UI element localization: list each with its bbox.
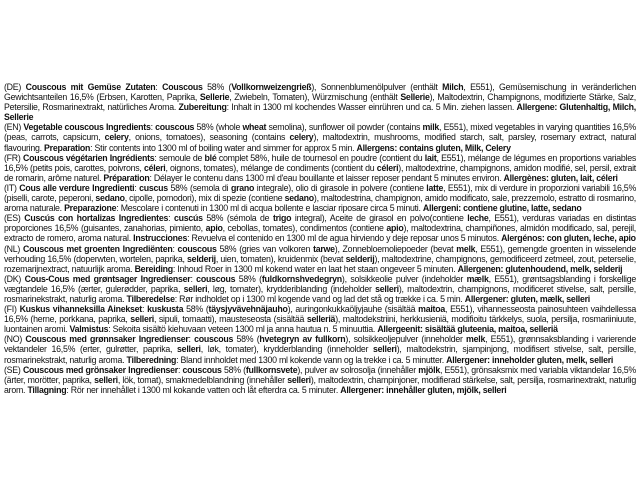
text-run: : [155,82,163,92]
bold-text: selderij [187,253,216,264]
bold-text: Tilberedning [126,354,177,365]
bold-text: selleri [130,314,154,325]
bold-text: fullkornsvete [245,364,298,375]
text-run: ), pulver av solrosolja (innehåller [297,364,419,375]
text-run: ), maltodekstrin, sjampinjong, modifisert stivelse, salt, persille, rosmarinekstrakt, naturlig aroma. [4,344,636,365]
text-run: 58% (sémola de [202,213,273,224]
bold-text: sedano [95,193,125,204]
bold-text: wheat [242,122,267,133]
text-run: , uien, tomaten), kruidenmix (bevat [215,253,346,264]
bold-text: Allergenen: glutenhoudend, melk, selderij [457,263,623,274]
bold-text: Sellerie [199,92,230,103]
bold-text: Allergeni: contiene glutine, latte, sedano [422,203,582,214]
text-run: : Revuelva el contenido en 1300 ml de agua hirviendo y deje reposar unos 5 minutos. [187,233,502,244]
bold-text: Vegetable couscous Ingredients [23,122,151,133]
bold-text: Vollkornweizengrieß [231,82,312,92]
bold-text: milk [422,122,440,133]
text-run: ), maltodextrin, mushrooms, modified starch, salt, parsley, rosemary extract, natural flavouring. [4,132,636,153]
bold-text: selleri [375,283,399,294]
bold-text: Préparation [103,172,150,183]
text-run: , E551), Gemüsemischung in veränderlichen Gewichtsanteilen 16,5% (Erbsen, Karotten, Paprika, [4,82,636,103]
text-run: ), maltodestrina, champignon, amido modificato, sale, prezzemolo, estratto di rosmarino, aroma naturale. [4,193,636,214]
bold-text: Allergènes: gluten, lait, céleri [503,172,618,183]
bold-text: melk [466,334,486,345]
text-run: , onions, tomatoes), seasoning (contains [128,132,290,143]
bold-text: Cous-Cous med grøntsager Ingredienser [24,273,191,284]
bold-text: Couscous mit Gemüse [25,82,121,92]
bold-text: lait [424,152,437,163]
bold-text: Tilberedelse [126,293,175,304]
bold-text: Couscous [162,82,203,92]
text-run: (IT) [4,182,20,193]
bold-text: Allergener: gluten, mælk, selleri [464,293,590,304]
bold-text: Cuscús con hortalizas Ingredientes [24,213,169,224]
bold-text: celery [104,132,129,143]
bold-text: Preparation [44,142,91,153]
bold-text: mjölk [418,364,440,375]
bold-text: Tillagning [27,384,67,395]
text-run: (NL) [4,243,23,254]
text-run: : Inhalt in 1300 ml kochendes Wasser einrühren und ca. 5 Min. ziehen lassen. [226,102,517,113]
text-run: ), maltodextrine, champignons, gemodificeerd zetmeel, zout, peterselie, rozemarijnextract, natuurlijk aroma. [4,253,636,274]
text-run: : [150,122,156,133]
text-run: : semoule de [154,152,205,163]
text-run: , E551), mélange de légumes en proportions variables 16,5% (petits pois, carottes, poivrons, [4,152,637,173]
text-run: , E551), mix di verdure in proporzioni variabili 16,5% (piselli, carote, peperoni, [4,182,637,204]
bold-text: couscous [196,273,236,284]
text-run: ), solsikkeoljepulver (inneholder [345,334,467,345]
text-run: , E551), grønnsaksblanding i varierende vektandeler 16,5% (erter, gulrøtter, paprika, [4,334,636,355]
text-run: , oignons, tomates), mélange de condiments (contient du [165,162,377,173]
bold-text: Allergens: contains gluten, Milk, Celery [356,142,511,153]
language-block-de [4,82,636,122]
text-run: : Rør indholdet op i 1300 ml kogende vand og lad det stå og trække i ca. 5 min. [174,293,465,304]
text-run: 58% ( [221,364,246,375]
bold-text: Bereiding [134,263,173,274]
text-run: : [190,273,197,284]
bold-text: céleri [143,162,166,173]
text-run: 58% ( [235,273,262,284]
language-block-it [4,183,636,213]
text-run: ), solsikkeolie pulver (indeholder [341,273,467,284]
bold-text: maitoa [418,304,445,315]
bold-text: blé [204,152,217,163]
bold-text: apio [386,223,404,234]
language-block-en [4,122,636,152]
text-run: (DK) [4,273,25,284]
text-run: 58% (semola di [167,182,231,193]
text-run: complet 58%, huile de tournesol en poudre (contient du [216,152,425,163]
language-block-se [4,365,636,395]
language-block-nl [4,244,636,274]
text-run: semolina), sunflower oil powder (contains [266,122,423,133]
text-run: , E551), mixed vegetables in varying quantities 16,5% (peas, carrots, capsicum, [4,122,637,143]
bold-text: Couscous med grønnsaker Ingredienser [25,334,189,345]
bold-text: selderij [345,253,375,264]
language-block-es [4,213,636,243]
text-run: (DE) [4,82,26,92]
bold-text: selleri [373,344,397,355]
bold-text: Cous alle verdure Ingredienti [19,182,135,193]
text-run: 58% (whole [194,122,243,133]
bold-text: Instrucciones [133,233,188,244]
text-run: , E551), vihannesseosta painosuhteen vaihdellessa 16,5% (herne, porkkana, paprika, [4,304,637,325]
bold-text: cuscus [139,182,168,193]
text-run: , cebollas, tomates), condimentos (contiene [222,223,387,234]
text-run: ), maltodekstriini, herkkusieniä, modifioitu tärkkelys, suola, persilja, rosmariiniuute, luontainen aromi. [4,314,636,335]
text-run: , lök, tomat), smakmedelblandning (innehåller [117,374,288,385]
text-run: (FI) [4,304,20,315]
language-block-dk [4,274,636,304]
bold-text: couscous [182,364,222,375]
bold-text: Zubereitung [178,102,227,113]
bold-text: Kuskus vihanneksilla Ainekset [19,304,142,315]
bold-text: fuldkornshvedegryn [261,273,342,284]
text-run: : Inhoud Roer in 1300 ml kokend water en laat het staan ongeveer 5 minuten. [172,263,458,274]
bold-text: couscous [194,334,234,345]
bold-text: Preparazione [64,203,117,214]
text-run: , E551), gemengde groenten in wisselende verhouding 16,5% (doperwten, wortelen, paprika, [4,243,636,264]
bold-text: Valmistus [69,324,109,335]
bold-text: selleri [94,374,118,385]
bold-text: cuscús [173,213,203,224]
bold-text: Milch [442,82,464,92]
text-run: , sipuli, tomaatti), mausteseosta (sisältää [153,314,307,325]
language-block-no [4,334,636,364]
bold-text: couscous [155,122,195,133]
text-run: ), maltodextrine, champignons, amidon modifié, sel, persil, extrait de romarin, arôme naturel. [4,162,636,183]
text-run: integral), Aceite de girasol en polvo(contiene [291,213,468,224]
bold-text: tarwe [313,243,335,254]
text-run: ), Sonnenblumenölpulver (enthält [311,82,443,92]
text-run: , E551), verduras variadas en distintas proporciones 16,5% (guisantes, zanahorias, pimiento, [4,213,636,234]
bold-text: sedano [284,193,314,204]
bold-text: céleri [376,162,399,173]
bold-text: selleri [183,283,208,294]
text-run: : [168,213,174,224]
text-run: : Délayer le contenu dans 1300 ml d'eau bouillante et laisser reposer pendant 5 minutes environ. [149,172,504,183]
bold-text: Couscous med grönsaker Ingredienser [22,364,178,375]
bold-text: celery [289,132,314,143]
bold-text: latte [426,182,444,193]
bold-text: mælk [466,273,489,284]
ingredient-label [0,82,640,398]
bold-text: Couscous végétarien Ingrédients [22,152,155,163]
text-run: (NO) [4,334,26,345]
bold-text: Allergener: innehåller gluten, mjölk, selleri [340,384,507,395]
bold-text: hvetegryn av fullkorn [259,334,346,345]
text-run: , løk, tomater), krydderblanding (inneholder [200,344,374,355]
bold-text: selleri [177,344,201,355]
bold-text: apio [205,223,223,234]
text-run: 58% ( [233,334,260,345]
text-run: (FR) [4,152,23,163]
text-run: , cipolle, pomodori), mix di spezie (contiene [124,193,285,204]
text-run: ), maltodextrina, champiñones, almidón modificado, sal, perejil, extracto de romero, aroma natural. [4,223,636,244]
bold-text: trigo [272,213,292,224]
text-run: , løg, tomater), krydderiblanding (indeholder [207,283,376,294]
text-run: , Zwiebeln, Tomaten), Würzmischung (enthält [229,92,401,103]
text-run: : [141,304,148,315]
text-run: (EN) [4,122,24,133]
text-run: 58% ( [183,304,209,315]
text-run: integrale), olio di girasole in polvere (contiene [254,182,427,193]
text-run: ), Zonnebloemoliepoeder (bevat [334,243,457,254]
text-run: : Rör ner innehållet i 1300 ml kokande vatten och låt efterdra ca. 5 minuter. [66,384,341,395]
text-run: (ES) [4,213,25,224]
bold-text: Sellerie [400,92,430,103]
text-run: 58% ( [202,82,232,92]
text-run: ), auringonkukkaöljyjauhe (sisältää [287,304,419,315]
text-run: : [134,182,140,193]
bold-text: grano [230,182,255,193]
bold-text: melk [456,243,476,254]
bold-text: selleriä [306,314,336,325]
text-run: : Stir contents into 1300 ml of boiling water and simmer for approx 5 min. [90,142,357,153]
text-run: : [188,334,195,345]
text-run: ), maltodextrin, champignons, modificeret stivelse, salt, persille, rosmarinekstrakt, naturlig aroma. [4,283,636,304]
language-block-fi [4,304,636,334]
bold-text: Allergeenit: sisältää gluteenia, maitoa, selleriä [377,324,558,335]
bold-text: Allergene: Glutenhaltig, Milch, Sellerie [4,102,636,123]
text-run: , E551), grönsaksmix med variabla viktandelar 16,5% (ärter, morötter, paprika, [4,364,636,385]
text-run: : Mescolare i contenuti in 1300 ml di acqua bollente e lasciar riposare circa 5 minuti. [116,203,423,214]
language-block-fr [4,153,636,183]
bold-text: Zutaten [125,82,156,92]
bold-text: Allergener: inneholder gluten, melk, selleri [446,354,614,365]
bold-text: Couscous met groenten Ingrediënten [22,243,173,254]
text-run: : Bland innholdet med 1300 ml kokende vann og la trekke i ca. 5 minutter. [176,354,447,365]
text-run: : [177,364,183,375]
text-run: ), maltodextrin, champinjoner, modifierad stärkelse, salt, persilja, rosmarinextrakt, naturlig arom. [4,374,636,395]
bold-text: couscous [177,243,217,254]
bold-text: kuskusta [147,304,184,315]
bold-text: selleri [287,374,311,385]
bold-text: Alergénos: con gluten, leche, apio [501,233,636,244]
bold-text: täysjyvävehnäjauho [208,304,288,315]
text-run: , E551), grøntsagsblanding i forskellige vægtandele 16,5% (ærter, gulerødder, paprika, [4,273,636,294]
text-run: 58% (gries van volkoren [216,243,314,254]
bold-text: leche [467,213,489,224]
text-run: (SE) [4,364,23,375]
text-run: : [172,243,178,254]
text-run: ), Maltodextrin, Champignons, modifizierte Stärke, Salz, Petersilie, Rosmarinextrakt, natürliches Aroma. [4,92,636,113]
text-run: : Sekoita sisältö kiehuvaan veteen 1300 ml ja anna hautua n. 5 minuuttia. [108,324,378,335]
